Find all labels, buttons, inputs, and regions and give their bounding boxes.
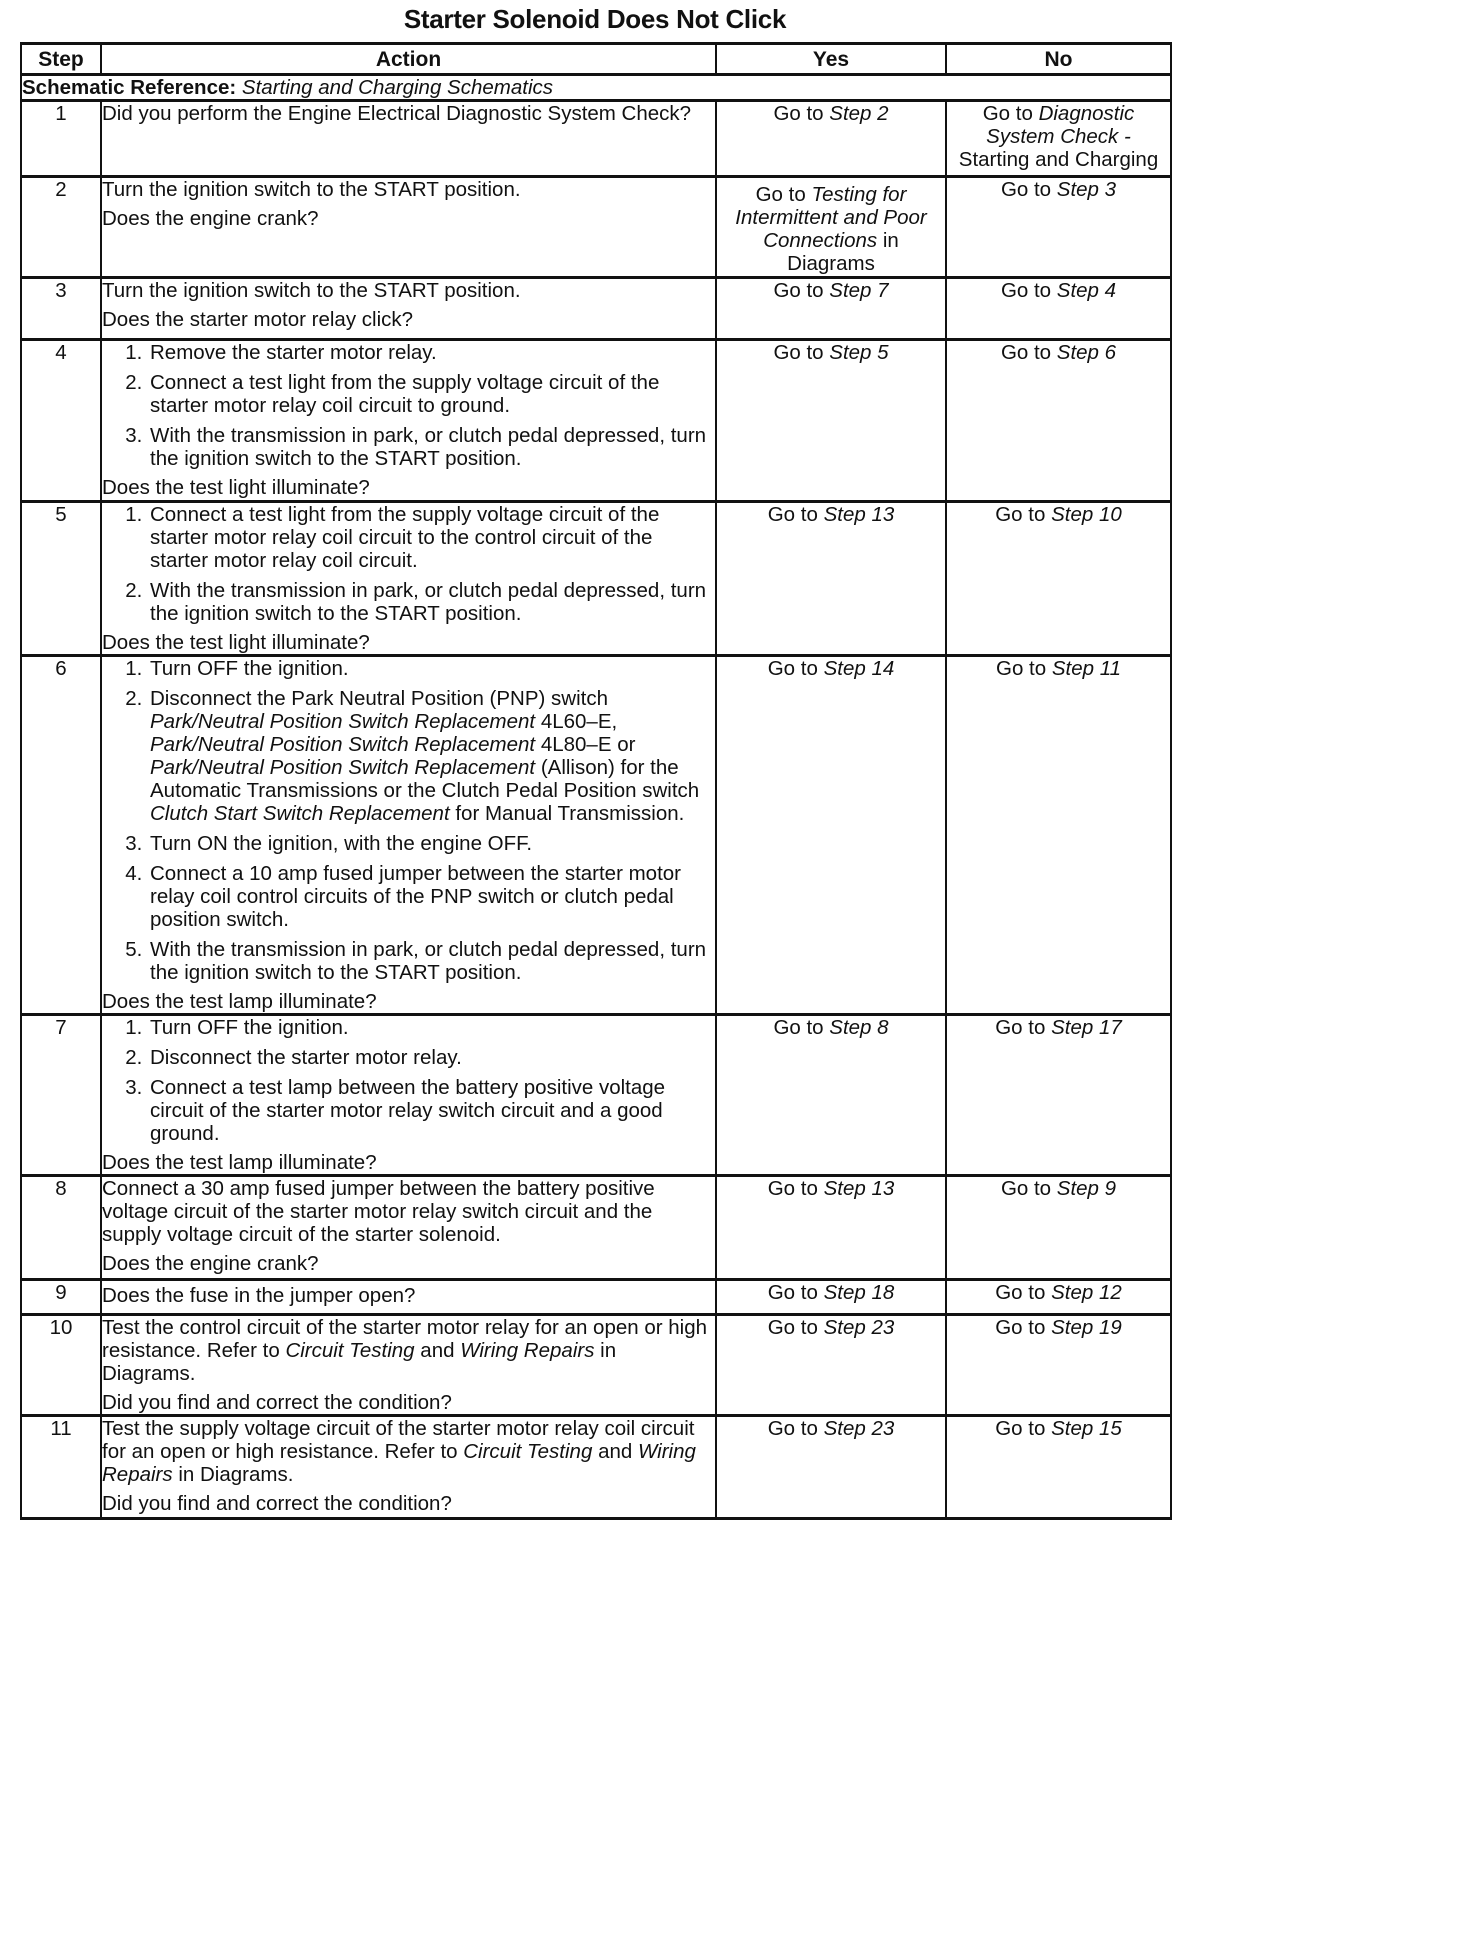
yes-cell xyxy=(716,1280,946,1315)
no-cell xyxy=(946,177,1171,278)
procedure-link[interactable]: Park/Neutral Position Switch Replacement xyxy=(150,756,536,779)
yes-link[interactable]: Testing for Intermittent and Poor Connections xyxy=(735,183,927,252)
action-text-part: in Diagrams. xyxy=(102,1339,617,1385)
schematic-reference xyxy=(21,75,1171,101)
action-question: Does the starter motor relay click? xyxy=(102,308,414,331)
yes-prefix: Go to xyxy=(767,1417,824,1440)
action-text xyxy=(102,1417,715,1486)
diagnostic-table xyxy=(20,42,1172,1520)
substep: 3. With the transmission in park, or clutch pedal depressed, turn the ignition switch to the START position. xyxy=(148,424,715,470)
table-row xyxy=(21,656,1171,1015)
step-number: 7 xyxy=(21,1015,101,1176)
action-cell xyxy=(101,1176,716,1280)
table-row xyxy=(21,340,1171,502)
action-question: Does the test lamp illuminate? xyxy=(102,990,377,1013)
table-row xyxy=(21,1015,1171,1176)
table-row xyxy=(21,177,1171,278)
procedure-link[interactable]: Park/Neutral Position Switch Replacement xyxy=(150,733,536,756)
yes-cell xyxy=(716,1416,946,1519)
step-number: 8 xyxy=(21,1176,101,1280)
step-number: 4 xyxy=(21,340,101,502)
yes-prefix: Go to xyxy=(767,503,824,526)
action-question: Does the engine crank? xyxy=(102,207,319,230)
action-question: Does the test lamp illuminate? xyxy=(102,1151,377,1174)
substep: 4. Connect a 10 amp fused jumper between the starter motor relay coil control circuits of the PNP switch or clutch pedal position switch. xyxy=(148,862,715,931)
table-row xyxy=(21,1416,1171,1519)
yes-link[interactable]: Step 13 xyxy=(823,1177,895,1200)
reference-link[interactable]: Wiring Repairs xyxy=(102,1440,696,1486)
no-link[interactable]: Step 17 xyxy=(1051,1016,1122,1039)
reference-link[interactable]: Wiring Repairs xyxy=(460,1339,595,1362)
header-yes: Yes xyxy=(716,44,946,75)
action-text-part: in Diagrams. xyxy=(172,1463,294,1486)
step-number: 10 xyxy=(21,1315,101,1416)
table-row xyxy=(21,101,1171,177)
no-cell xyxy=(946,101,1171,177)
no-link[interactable]: Step 11 xyxy=(1051,657,1121,680)
no-cell xyxy=(946,340,1171,502)
yes-cell xyxy=(716,1315,946,1416)
no-prefix: Go to xyxy=(995,1316,1052,1339)
substep: 2. With the transmission in park, or clutch pedal depressed, turn the ignition switch to the START position. xyxy=(148,579,715,625)
header-no: No xyxy=(946,44,1171,75)
substep: 1. Turn OFF the ignition. xyxy=(148,657,715,680)
action-text: Did you perform the Engine Electrical Diagnostic System Check? xyxy=(102,102,692,125)
action-text: Turn the ignition switch to the START position. xyxy=(102,279,521,302)
yes-link[interactable]: Step 2 xyxy=(829,102,889,125)
substep: 3. Connect a test lamp between the battery positive voltage circuit of the starter motor relay switch circuit and a good ground. xyxy=(148,1076,715,1145)
substep-text: for Manual Transmission. xyxy=(449,802,685,825)
action-question: Did you find and correct the condition? xyxy=(102,1492,452,1515)
action-text: Connect a 30 amp fused jumper between the battery positive voltage circuit of the starter motor relay switch circuit and the supply voltage circuit of the starter solenoid. xyxy=(102,1177,655,1246)
no-prefix: Go to xyxy=(1000,341,1057,364)
no-prefix: Go to xyxy=(995,1417,1052,1440)
step-number: 2 xyxy=(21,177,101,278)
reference-link[interactable]: Circuit Testing xyxy=(285,1339,415,1362)
yes-cell xyxy=(716,278,946,340)
no-cell xyxy=(946,502,1171,656)
step-number: 11 xyxy=(21,1416,101,1519)
step-number: 5 xyxy=(21,502,101,656)
no-prefix: Go to xyxy=(995,503,1052,526)
schematic-reference-label: Schematic Reference: xyxy=(22,76,237,99)
action-text-part: Test the supply voltage circuit of the starter motor relay coil circuit for an open or high resistance. Refer to xyxy=(102,1417,695,1463)
no-prefix: Go to xyxy=(996,657,1052,680)
step-number: 9 xyxy=(21,1280,101,1315)
yes-cell xyxy=(716,177,946,278)
yes-cell xyxy=(716,1015,946,1176)
action-cell xyxy=(101,1416,716,1519)
substep: 2. Connect a test light from the supply voltage circuit of the starter motor relay coil circuit to ground. xyxy=(148,371,715,417)
action-text: Turn the ignition switch to the START position. xyxy=(102,178,521,201)
yes-prefix: Go to xyxy=(767,1281,824,1304)
substep-list xyxy=(102,657,715,984)
substep-list xyxy=(102,503,715,625)
substep-list xyxy=(102,341,715,470)
no-prefix: Go to xyxy=(1000,178,1057,201)
table-row xyxy=(21,1315,1171,1416)
action-cell xyxy=(101,502,716,656)
action-text-part: and xyxy=(592,1440,638,1463)
yes-suffix: in Diagrams xyxy=(787,229,899,275)
procedure-link[interactable]: Clutch Start Switch Replacement xyxy=(150,802,450,825)
yes-cell xyxy=(716,101,946,177)
step-number: 3 xyxy=(21,278,101,340)
action-text-part: Test the control circuit of the starter motor relay for an open or high resistance. Refer to xyxy=(102,1316,708,1362)
no-cell xyxy=(946,1280,1171,1315)
yes-link[interactable]: Step 8 xyxy=(829,1016,889,1039)
substep-text: 4L80–E or xyxy=(535,733,636,756)
no-link[interactable]: Step 3 xyxy=(1056,178,1117,201)
schematic-reference-row xyxy=(21,75,1171,101)
yes-prefix: Go to xyxy=(755,183,812,206)
action-cell xyxy=(101,278,716,340)
action-cell xyxy=(101,656,716,1015)
no-cell xyxy=(946,1416,1171,1519)
substep xyxy=(148,687,715,825)
no-link[interactable]: Step 9 xyxy=(1056,1177,1117,1200)
no-cell xyxy=(946,1176,1171,1280)
action-question: Does the test light illuminate? xyxy=(102,631,370,654)
yes-prefix: Go to xyxy=(767,1177,824,1200)
procedure-link[interactable]: Park/Neutral Position Switch Replacement xyxy=(150,710,536,733)
schematic-reference-link[interactable]: Starting and Charging Schematics xyxy=(241,76,554,99)
table-row xyxy=(21,1176,1171,1280)
no-link[interactable]: Step 15 xyxy=(1051,1417,1122,1440)
no-cell xyxy=(946,278,1171,340)
no-prefix: Go to xyxy=(995,1281,1052,1304)
yes-prefix: Go to xyxy=(773,341,830,364)
header-action: Action xyxy=(101,44,716,75)
substep: 5. With the transmission in park, or clutch pedal depressed, turn the ignition switch to the START position. xyxy=(148,938,715,984)
yes-link[interactable]: Step 7 xyxy=(829,279,889,302)
table-row xyxy=(21,278,1171,340)
substep-list xyxy=(102,1016,715,1145)
yes-cell xyxy=(716,656,946,1015)
yes-cell xyxy=(716,340,946,502)
reference-link[interactable]: Circuit Testing xyxy=(463,1440,593,1463)
no-cell xyxy=(946,656,1171,1015)
yes-link[interactable]: Step 23 xyxy=(823,1316,895,1339)
table-row xyxy=(21,1280,1171,1315)
action-text xyxy=(102,1316,715,1385)
substep: 1. Connect a test light from the supply voltage circuit of the starter motor relay coil circuit to the control circuit of the starter motor relay coil circuit. xyxy=(148,503,715,572)
action-cell xyxy=(101,1280,716,1315)
step-number: 1 xyxy=(21,101,101,177)
no-prefix: Go to xyxy=(1000,1177,1057,1200)
yes-prefix: Go to xyxy=(767,1316,824,1339)
no-cell xyxy=(946,1315,1171,1416)
substep-text: 4L60–E, xyxy=(535,710,618,733)
no-link[interactable]: Step 10 xyxy=(1051,503,1122,526)
substep-text: (Allison) for the Automatic Transmissions or the Clutch Pedal Position switch xyxy=(150,756,700,802)
no-link[interactable]: Step 19 xyxy=(1051,1316,1122,1339)
substep: 3. Turn ON the ignition, with the engine OFF. xyxy=(148,832,715,855)
yes-link[interactable]: Step 5 xyxy=(829,341,889,364)
yes-prefix: Go to xyxy=(773,279,830,302)
action-cell xyxy=(101,1315,716,1416)
action-cell xyxy=(101,340,716,502)
yes-prefix: Go to xyxy=(767,657,824,680)
substep-text: Disconnect the Park Neutral Position (PNP) switch xyxy=(150,687,609,710)
action-cell xyxy=(101,1015,716,1176)
action-question: Does the engine crank? xyxy=(102,1252,319,1275)
yes-prefix: Go to xyxy=(773,1016,830,1039)
action-question: Does the test light illuminate? xyxy=(102,476,370,499)
action-cell xyxy=(101,101,716,177)
table-row xyxy=(21,502,1171,656)
no-link[interactable]: Step 4 xyxy=(1056,279,1117,302)
yes-link[interactable]: Step 14 xyxy=(823,657,895,680)
step-number: 6 xyxy=(21,656,101,1015)
yes-link[interactable]: Step 18 xyxy=(823,1281,895,1304)
header-row xyxy=(21,44,1171,75)
header-step: Step xyxy=(21,44,101,75)
yes-cell xyxy=(716,502,946,656)
no-link[interactable]: Step 12 xyxy=(1051,1281,1122,1304)
action-question: Did you find and correct the condition? xyxy=(102,1391,452,1414)
yes-prefix: Go to xyxy=(773,102,830,125)
yes-link[interactable]: Step 13 xyxy=(823,503,895,526)
action-text-part: and xyxy=(414,1339,461,1362)
substep: 2. Disconnect the starter motor relay. xyxy=(148,1046,715,1069)
no-suffix: Starting and Charging xyxy=(958,148,1159,171)
no-prefix: Go to xyxy=(1000,279,1057,302)
no-link[interactable]: Step 6 xyxy=(1056,341,1117,364)
yes-cell xyxy=(716,1176,946,1280)
no-cell xyxy=(946,1015,1171,1176)
no-link[interactable]: Diagnostic System Check - xyxy=(986,102,1135,148)
substep: 1. Turn OFF the ignition. xyxy=(148,1016,715,1039)
action-question: Does the fuse in the jumper open? xyxy=(102,1284,416,1307)
substep: 1. Remove the starter motor relay. xyxy=(148,341,715,364)
action-cell xyxy=(101,177,716,278)
page-title: Starter Solenoid Does Not Click xyxy=(403,4,787,34)
yes-link[interactable]: Step 23 xyxy=(823,1417,895,1440)
no-prefix: Go to xyxy=(982,102,1039,125)
no-prefix: Go to xyxy=(995,1016,1052,1039)
